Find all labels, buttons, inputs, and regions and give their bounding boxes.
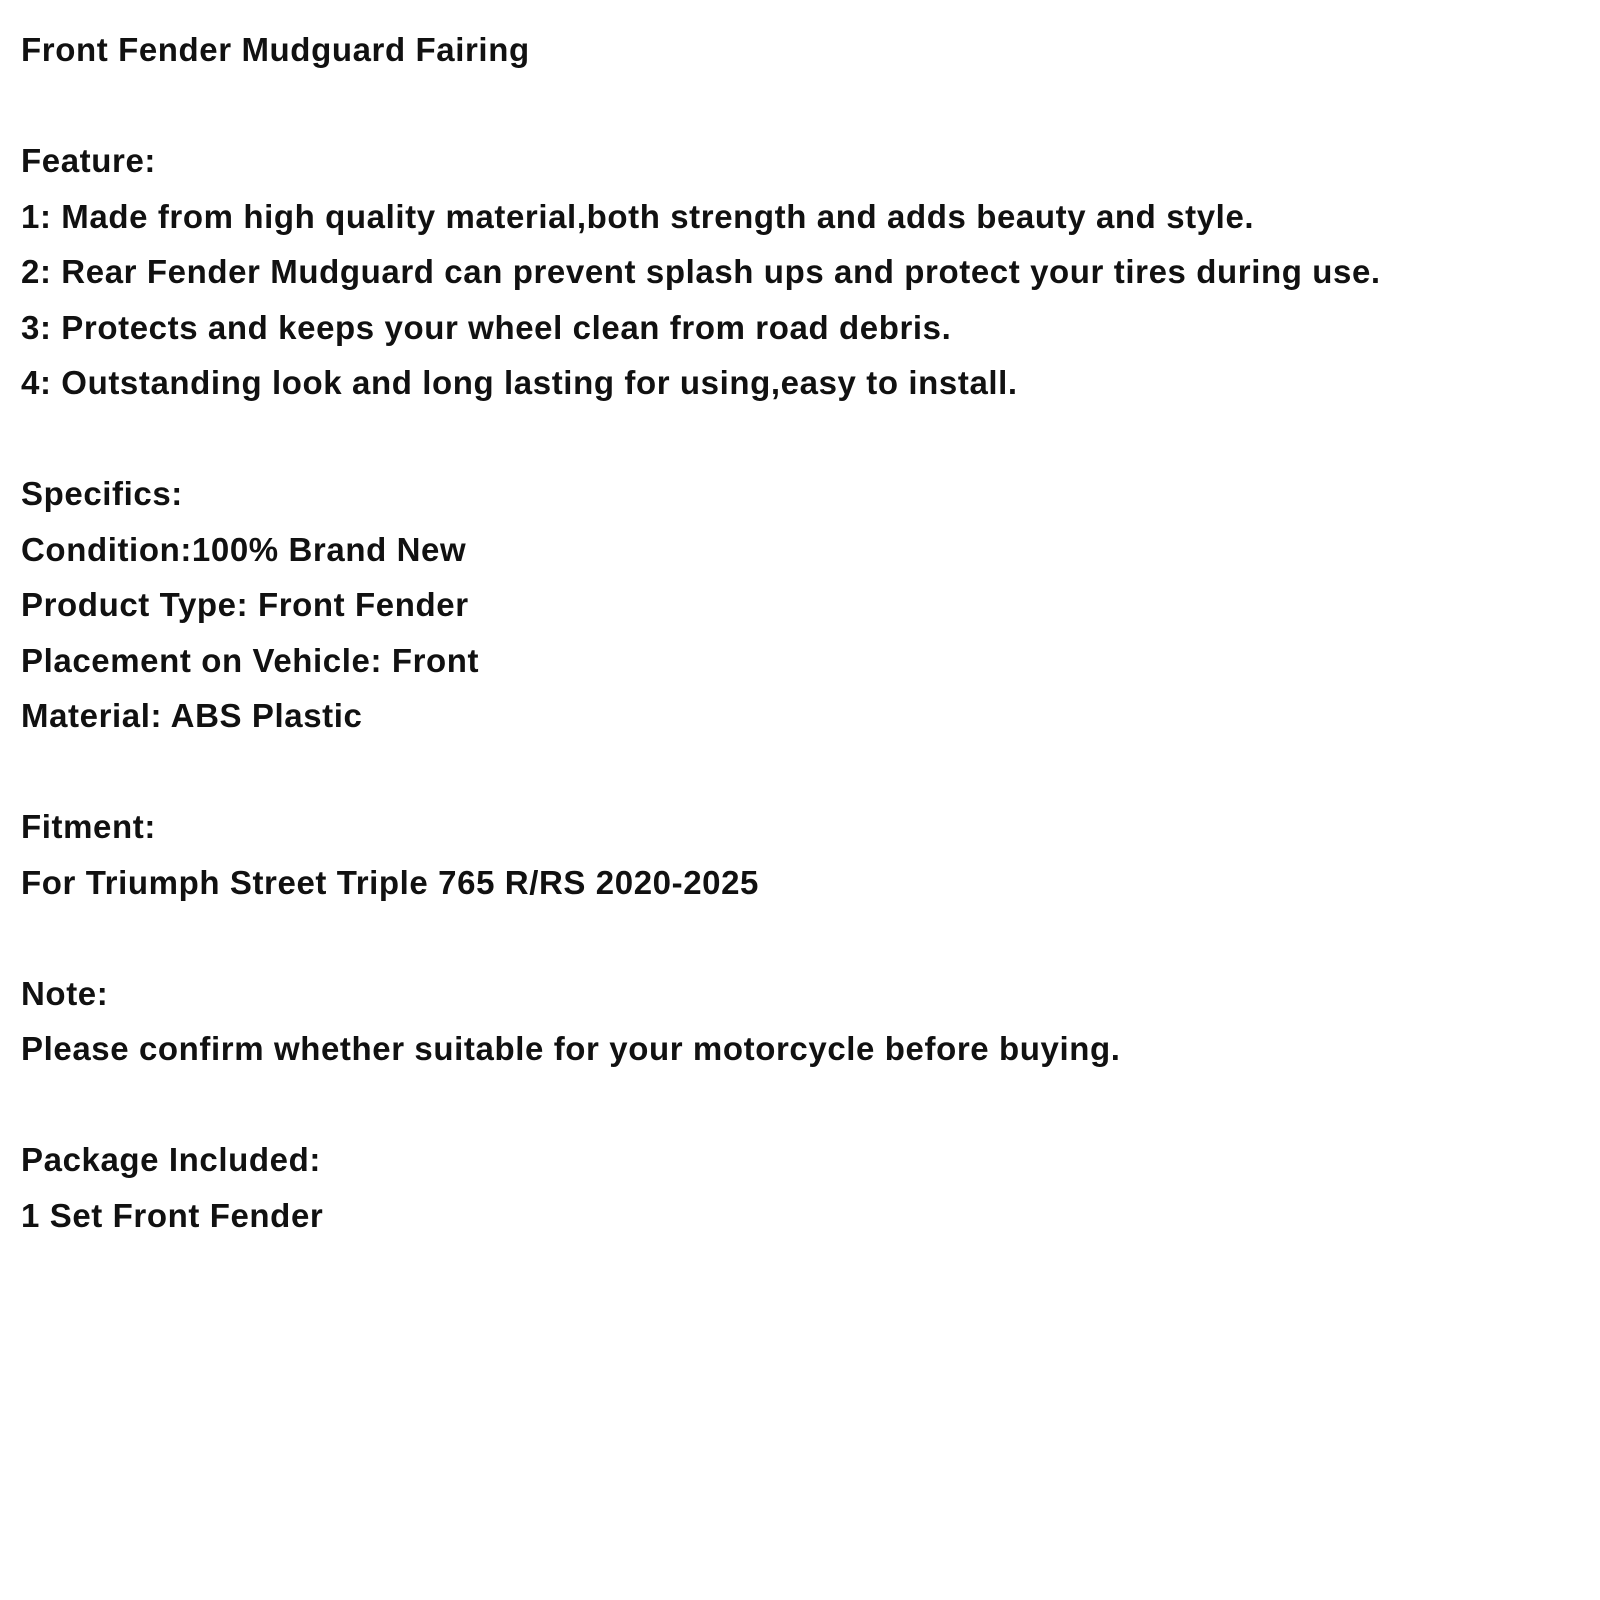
- product-description: [21, 22, 1581, 1243]
- feature-item: 4: Outstanding look and long lasting for using,easy to install.: [21, 364, 1018, 401]
- spacer: [21, 1077, 1581, 1133]
- package-heading: Package Included:: [21, 1141, 321, 1178]
- document-title: Front Fender Mudguard Fairing: [21, 31, 530, 68]
- specifics-heading: Specifics:: [21, 475, 183, 512]
- fitment-text: For Triumph Street Triple 765 R/RS 2020-2025: [21, 863, 760, 901]
- spacer: [21, 78, 1581, 134]
- feature-item: 2: Rear Fender Mudguard can prevent splash ups and protect your tires during use.: [21, 253, 1381, 290]
- feature-item: 3: Protects and keeps your wheel clean from road debris.: [21, 308, 952, 346]
- spacer: [21, 744, 1581, 800]
- note-text: Please confirm whether suitable for your motorcycle before buying.: [21, 1030, 1121, 1067]
- spacer: [21, 411, 1581, 467]
- spacer: [21, 910, 1581, 966]
- fitment-heading: Fitment:: [21, 808, 156, 845]
- feature-heading: Feature:: [21, 142, 156, 179]
- specifics-item: Product Type: Front Fender: [21, 586, 469, 623]
- note-heading: Note:: [21, 974, 109, 1012]
- specifics-item: Material: ABS Plastic: [21, 697, 363, 734]
- specifics-item: Condition:100% Brand New: [21, 530, 467, 568]
- feature-item: 1: Made from high quality material,both strength and adds beauty and style.: [21, 197, 1255, 235]
- package-text: 1 Set Front Fender: [21, 1196, 324, 1234]
- specifics-item: Placement on Vehicle: Front: [21, 641, 480, 679]
